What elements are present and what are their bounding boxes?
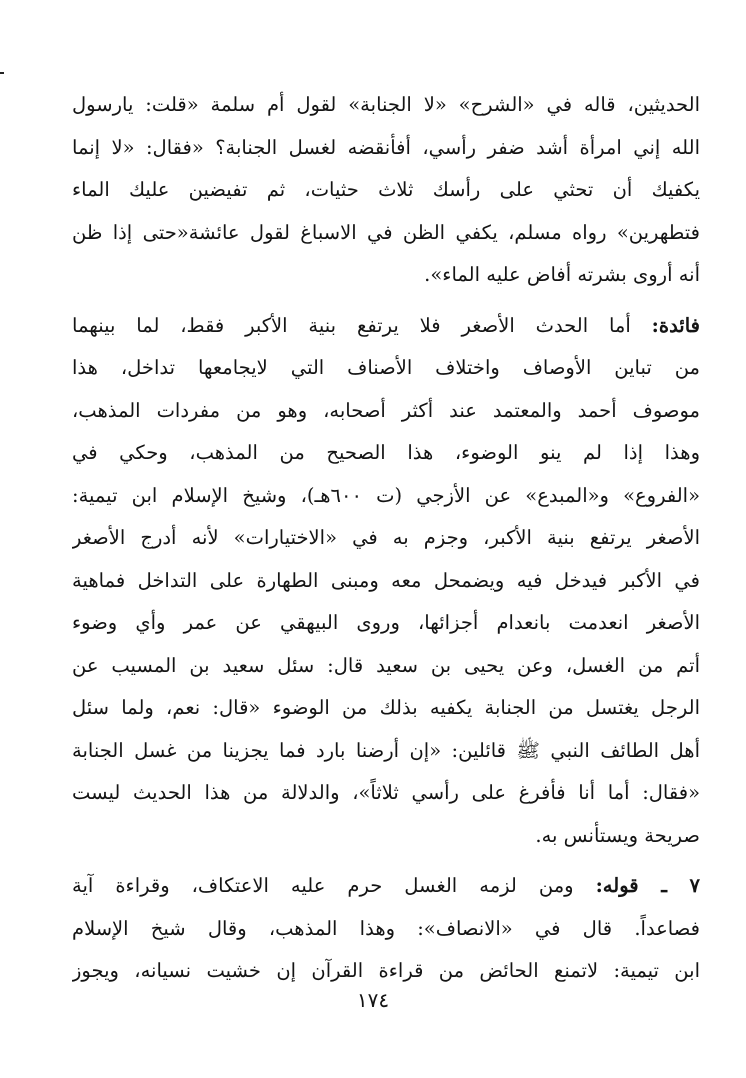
text-line [72, 865, 700, 908]
text-line: الرجل يغتسل من الجنابة يكفيه بذلك من الوضوء «قال: نعم، ولما سئل [72, 696, 700, 719]
text-line-body: ومن لزمه الغسل حرم عليه الاعتكاف، وقراءة آية [72, 874, 574, 897]
scan-edge-mark [0, 72, 4, 74]
text-line: فتطهرين» رواه مسلم، يكفي الظن في الاسباغ لقول عائشة«حتى إذا ظن [72, 220, 700, 244]
text-line: ابن تيمية: لاتمنع الحائض من قراءة القرآن إن خشيت نسيانه، ويجوز [72, 959, 700, 982]
text-line: صريحة ويستأنس به. [535, 823, 700, 847]
text-line: أتم من الغسل، وعن يحيى بن سعيد قال: سئل سعيد بن المسيب عن [72, 653, 700, 677]
text-line: يكفيك أن تحثي على رأسك ثلاث حثيات، ثم تفيضين عليك الماء [72, 178, 700, 201]
page-body [72, 84, 700, 993]
paragraph [72, 865, 700, 993]
paragraph [72, 305, 700, 858]
page-number: ١٧٤ [356, 988, 390, 1012]
paragraph [72, 84, 700, 297]
text-line: الله إني امرأة أشد ضفر رأسي، أفأنقضه لغسل الجنابة؟ «فقال: «لا إنما [72, 135, 700, 159]
text-line: الأصغر انعدمت بانعدام أجزائها، وروى البيهقي عن عمر وأي وضوء [72, 611, 700, 634]
paragraph-lead: ٧ ـ قوله: [595, 874, 700, 897]
text-line: وهذا إذا لم ينو الوضوء، هذا الصحيح من المذهب، وحكي في [72, 441, 700, 464]
paragraph-lead: فائدة: [651, 313, 700, 337]
text-line: الحديثين، قاله في «الشرح» «لا الجنابة» لقول أم سلمة «قلت: يارسول [72, 93, 700, 116]
text-line: أهل الطائف النبي ﷺ قائلين: «إن أرضنا بارد فما يجزينا من غسل الجنابة [72, 738, 700, 762]
text-line: «فقال: أما أنا فأفرغ على رأسي ثلاثاً»، والدلالة من هذا الحديث ليست [72, 781, 700, 804]
text-line [72, 305, 700, 348]
text-line: في الأكبر فيدخل فيه ويضمحل معه ومبنى الطهارة على التداخل فماهية [72, 568, 700, 592]
text-line-body: أما الحدث الأصغر فلا يرتفع بنية الأكبر فقط، لما بينهما [72, 313, 631, 337]
text-line: من تباين الأوصاف واختلاف الأصناف التي لايجامعها تداخل، هذا [72, 356, 700, 379]
text-line: أنه أروى بشرته أفاض عليه الماء». [424, 263, 700, 286]
text-line: موصوف أحمد والمعتمد عند أكثر أصحابه، وهو من مفردات المذهب، [72, 398, 700, 422]
text-line: «الفروع» و«المبدع» عن الأزجي (ت ٦٠٠هـ)، وشيخ الإسلام ابن تيمية: [72, 483, 700, 507]
text-line: فصاعداً. قال في «الانصاف»: وهذا المذهب، وقال شيخ الإسلام [72, 916, 700, 940]
text-line: الأصغر يرتفع بنية الأكبر، وجزم به في «الاختيارات» لأنه أدرج الأصغر [72, 526, 700, 549]
